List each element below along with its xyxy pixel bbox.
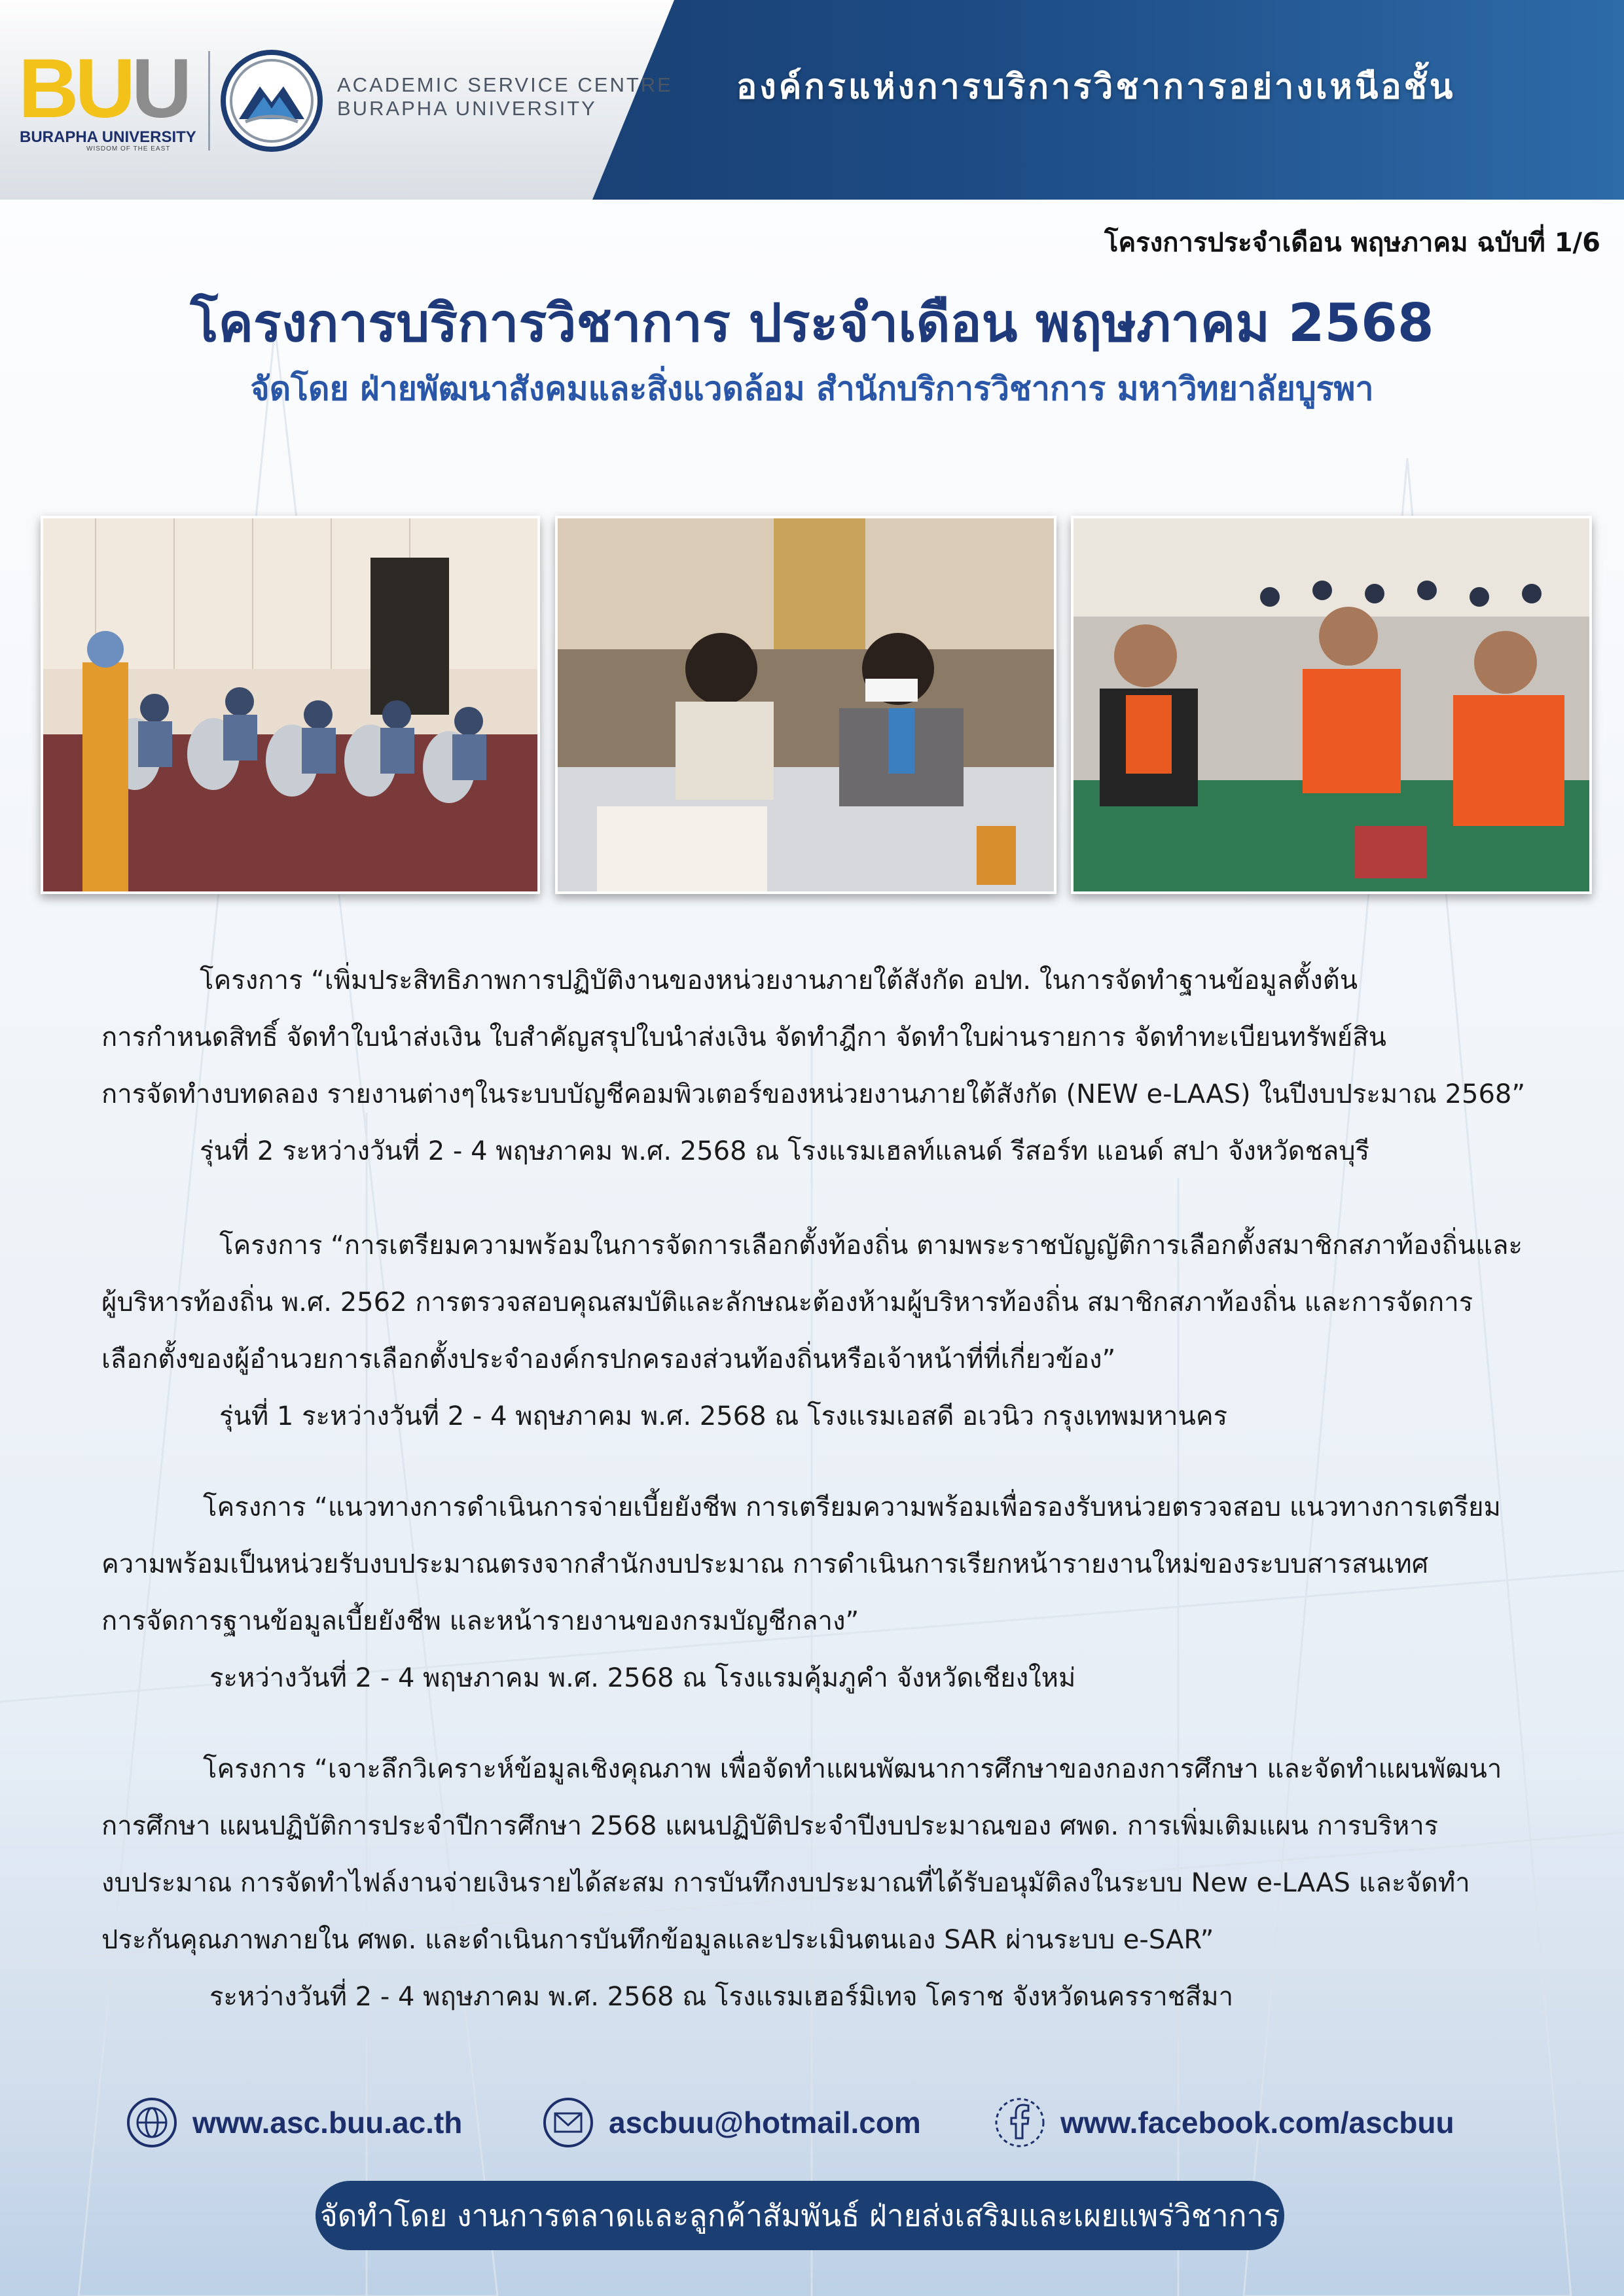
buu-logo — [18, 42, 202, 152]
buu-logo-letters: BUU — [18, 42, 189, 135]
event-photo-3 — [1071, 516, 1592, 894]
facebook-link[interactable] — [994, 2094, 1454, 2151]
email-text: ascbuu@hotmail.com — [609, 2106, 921, 2140]
org-name-line2: BURAPHA UNIVERSITY — [337, 97, 597, 120]
project-1-line-1: โครงการ “เพิ่มประสิทธิภาพการปฏิบัติงานของหน่วยงานภายใต้สังกัด อปท. ในการจัดทำฐานข้อมูลตั้งต้น — [200, 965, 1358, 996]
project-2 — [101, 1217, 1561, 1445]
page-subtitle: จัดโดย ฝ่ายพัฒนาสังคมและสิ่งแวดล้อม สำนักบริการวิชาการ มหาวิทยาลัยบูรพา — [250, 370, 1374, 408]
project-4-detail: ระหว่างวันที่ 2 - 4 พฤษภาคม พ.ศ. 2568 ณ โรงแรมเฮอร์มิเทจ โคราช จังหวัดนครราชสีมา — [209, 1982, 1234, 2012]
project-2-line-1: โครงการ “การเตรียมความพร้อมในการจัดการเลือกตั้งท้องถิ่น ตามพระราชบัญญัติการเลือกตั้งสมาชิกสภาท้องถิ่นและ — [219, 1230, 1523, 1261]
header-slogan: องค์กรแห่งการบริการวิชาการอย่างเหนือชั้น — [736, 67, 1456, 107]
email-link[interactable] — [542, 2094, 921, 2151]
project-1-line-2: การกำหนดสิทธิ์ จัดทำใบนำส่งเงิน ใบสำคัญสรุปใบนำส่งเงิน จัดทำฎีกา จัดทำใบผ่านรายการ จัดทำทะเบียนทรัพย์สิน — [101, 1022, 1386, 1052]
project-1 — [101, 952, 1561, 1180]
project-1-detail: รุ่นที่ 2 ระหว่างวันที่ 2 - 4 พฤษภาคม พ.ศ. 2568 ณ โรงแรมเฮลท์แลนด์ รีสอร์ท แอนด์ สปา จังหวัดชลบุรี — [200, 1136, 1370, 1166]
asc-emblem-icon — [219, 48, 324, 153]
buu-logo-university: BURAPHA UNIVERSITY — [20, 128, 196, 146]
credit-banner — [316, 2181, 1284, 2250]
logo-divider — [208, 51, 210, 151]
buu-logo-motto: WISDOM OF THE EAST — [86, 145, 171, 152]
facebook-icon — [994, 2096, 1046, 2149]
event-photo-1 — [41, 516, 540, 894]
website-text: www.asc.buu.ac.th — [192, 2106, 463, 2140]
project-3 — [101, 1479, 1561, 1707]
website-link[interactable] — [126, 2094, 462, 2151]
event-photo-2 — [555, 516, 1056, 894]
project-3-line-1: โครงการ “แนวทางการดำเนินการจ่ายเบี้ยยังชีพ การเตรียมความพร้อมเพื่อรองรับหน่วยตรวจสอบ แนวทางการเตรียม — [203, 1492, 1501, 1522]
page-title: โครงการบริการวิชาการ ประจำเดือน พฤษภาคม 2568 — [190, 293, 1434, 353]
credit-text: จัดทำโดย งานการตลาดและลูกค้าสัมพันธ์ ฝ่ายส่งเสริมและเผยแพร่วิชาการ — [319, 2197, 1280, 2233]
mail-icon — [542, 2096, 594, 2149]
project-2-line-2: ผู้บริหารท้องถิ่น พ.ศ. 2562 การตรวจสอบคุณสมบัติและลักษณะต้องห้ามผู้บริหารท้องถิ่น สมาชิกสภาท้องถิ่น และการจัดการ — [101, 1287, 1473, 1318]
project-1-line-3: การจัดทำงบทดลอง รายงานต่างๆในระบบบัญชีคอมพิวเตอร์ของหน่วยงานภายใต้สังกัด (NEW e-LAAS) ในปีงบประมาณ 2568” — [101, 1079, 1526, 1109]
project-2-detail: รุ่นที่ 1 ระหว่างวันที่ 2 - 4 พฤษภาคม พ.ศ. 2568 ณ โรงแรมเอสดี อเวนิว กรุงเทพมหานคร — [219, 1401, 1228, 1431]
project-4-line-4: ประกันคุณภาพภายใน ศพด. และดำเนินการบันทึกข้อมูลและประเมินตนเอง SAR ผ่านระบบ e-SAR” — [101, 1925, 1214, 1955]
globe-icon — [126, 2096, 178, 2149]
project-4-line-3: งบประมาณ การจัดทำไฟล์งานจ่ายเงินรายได้สะสม การบันทึกงบประมาณที่ได้รับอนุมัติลงในระบบ New e-LAAS และจัดทำ — [101, 1868, 1470, 1898]
project-4 — [101, 1741, 1561, 2026]
header-banner — [0, 0, 1624, 200]
project-2-line-3: เลือกตั้งของผู้อำนวยการเลือกตั้งประจำองค์กรปกครองส่วนท้องถิ่นหรือเจ้าหน้าที่ที่เกี่ยวข้อง” — [101, 1344, 1116, 1374]
project-3-line-3: การจัดการฐานข้อมูลเบี้ยยังชีพ และหน้ารายงานของกรมบัญชีกลาง” — [101, 1606, 859, 1636]
org-name-line1: ACADEMIC SERVICE CENTRE — [337, 73, 673, 96]
project-3-line-2: ความพร้อมเป็นหน่วยรับงบประมาณตรงจากสำนักงบประมาณ การดำเนินการเรียกหน้ารายงานใหม่ของระบบสารสนเทศ — [101, 1549, 1429, 1579]
project-4-line-2: การศึกษา แผนปฏิบัติการประจำปีการศึกษา 2568 แผนปฏิบัติประจำปีงบประมาณของ ศพด. การเพิ่มเติมแผน การบริหาร — [101, 1811, 1439, 1841]
project-3-detail: ระหว่างวันที่ 2 - 4 พฤษภาคม พ.ศ. 2568 ณ โรงแรมคุ้มภูคำ จังหวัดเชียงใหม่ — [209, 1663, 1076, 1693]
issue-label: โครงการประจำเดือน พฤษภาคม ฉบับที่ 1/6 — [1104, 228, 1600, 258]
project-4-line-1: โครงการ “เจาะลึกวิเคราะห์ข้อมูลเชิงคุณภาพ เพื่อจัดทำแผนพัฒนาการศึกษาของกองการศึกษา และจัดทำแผนพัฒนา — [203, 1754, 1502, 1784]
facebook-text: www.facebook.com/ascbuu — [1060, 2106, 1454, 2140]
